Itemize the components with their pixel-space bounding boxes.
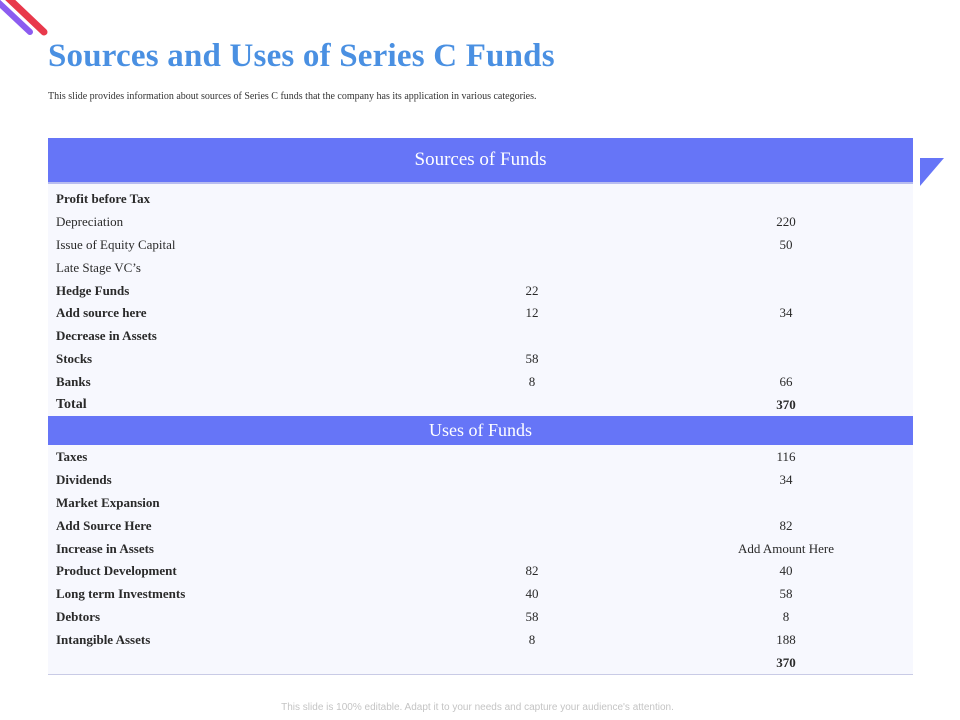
- uses-label: Intangible Assets: [56, 631, 151, 647]
- sources-row: [48, 302, 913, 325]
- sources-mid-value: 22: [525, 282, 539, 298]
- sources-row: [48, 234, 913, 257]
- uses-label: Add Source Here: [56, 517, 152, 533]
- uses-label: Product Development: [56, 563, 177, 579]
- uses-label: Increase in Assets: [56, 540, 154, 556]
- uses-right-value: 34: [779, 472, 793, 488]
- sources-label: Profit before Tax: [56, 191, 151, 207]
- sources-rows: [48, 184, 913, 416]
- sources-total-row: [48, 393, 913, 416]
- uses-label: Market Expansion: [56, 494, 160, 510]
- uses-row: [48, 469, 913, 492]
- sources-label: Depreciation: [56, 214, 124, 230]
- uses-header: [48, 416, 913, 445]
- sources-right-value: 220: [776, 214, 796, 230]
- sources-label: Late Stage VC’s: [56, 259, 141, 275]
- sources-row: [48, 279, 913, 302]
- sources-label: Add source here: [56, 305, 147, 321]
- funds-table: [48, 138, 913, 675]
- uses-mid-value: 82: [525, 563, 539, 579]
- sources-row: [48, 188, 913, 211]
- uses-right-value: 82: [779, 517, 793, 533]
- uses-right-value: 116: [776, 449, 796, 465]
- uses-mid-value: 58: [525, 608, 539, 624]
- uses-label: Dividends: [56, 472, 112, 488]
- sources-total-label: Total: [56, 396, 87, 412]
- sources-header-label: Sources of Funds: [414, 149, 547, 170]
- uses-right-value: 58: [779, 586, 793, 602]
- corner-stripes-decoration: [0, 0, 60, 40]
- sources-total-value: 370: [776, 396, 796, 412]
- sources-row: [48, 256, 913, 279]
- sources-mid-value: 12: [525, 305, 539, 321]
- sources-header: [48, 138, 913, 184]
- page-title: Sources and Uses of Series C Funds: [48, 38, 555, 74]
- uses-mid-value: 8: [528, 631, 536, 647]
- sources-row: [48, 325, 913, 348]
- sources-row: [48, 211, 913, 234]
- sources-label: Stocks: [56, 350, 93, 366]
- uses-total-value: 370: [776, 654, 796, 670]
- footer-note: This slide is 100% editable. Adapt it to your needs and capture your audience's attention.: [281, 702, 674, 713]
- sources-right-value: 34: [779, 305, 793, 321]
- uses-label: Long term Investments: [56, 586, 186, 602]
- header-tab-flag-decoration: [912, 158, 944, 188]
- uses-row: [48, 560, 913, 583]
- sources-label: Hedge Funds: [56, 282, 130, 298]
- uses-row: [48, 583, 913, 606]
- sources-label: Banks: [56, 373, 91, 389]
- uses-total-row: [48, 651, 913, 674]
- uses-row: [48, 514, 913, 537]
- page-subtitle: This slide provides information about sources of Series C funds that the company has its application in various categories.: [48, 91, 537, 102]
- sources-right-value: 50: [779, 236, 793, 252]
- uses-right-value: 40: [779, 563, 793, 579]
- uses-label: Debtors: [56, 608, 101, 624]
- sources-row: [48, 370, 913, 393]
- uses-header-label: Uses of Funds: [428, 419, 532, 440]
- uses-label: Taxes: [56, 449, 88, 465]
- uses-row: [48, 606, 913, 629]
- uses-right-value: Add Amount Here: [737, 540, 835, 556]
- sources-mid-value: 58: [525, 350, 539, 366]
- uses-right-value: 8: [782, 608, 790, 624]
- uses-row: [48, 446, 913, 469]
- sources-mid-value: 8: [528, 373, 536, 389]
- sources-label: Issue of Equity Capital: [56, 236, 176, 252]
- uses-row: [48, 537, 913, 560]
- sources-right-value: 66: [779, 373, 793, 389]
- uses-mid-value: 40: [525, 586, 539, 602]
- uses-rows: [48, 445, 913, 674]
- uses-right-value: 188: [776, 631, 796, 647]
- uses-row: [48, 492, 913, 515]
- uses-row: [48, 628, 913, 651]
- sources-label: Decrease in Assets: [56, 328, 157, 344]
- sources-row: [48, 348, 913, 371]
